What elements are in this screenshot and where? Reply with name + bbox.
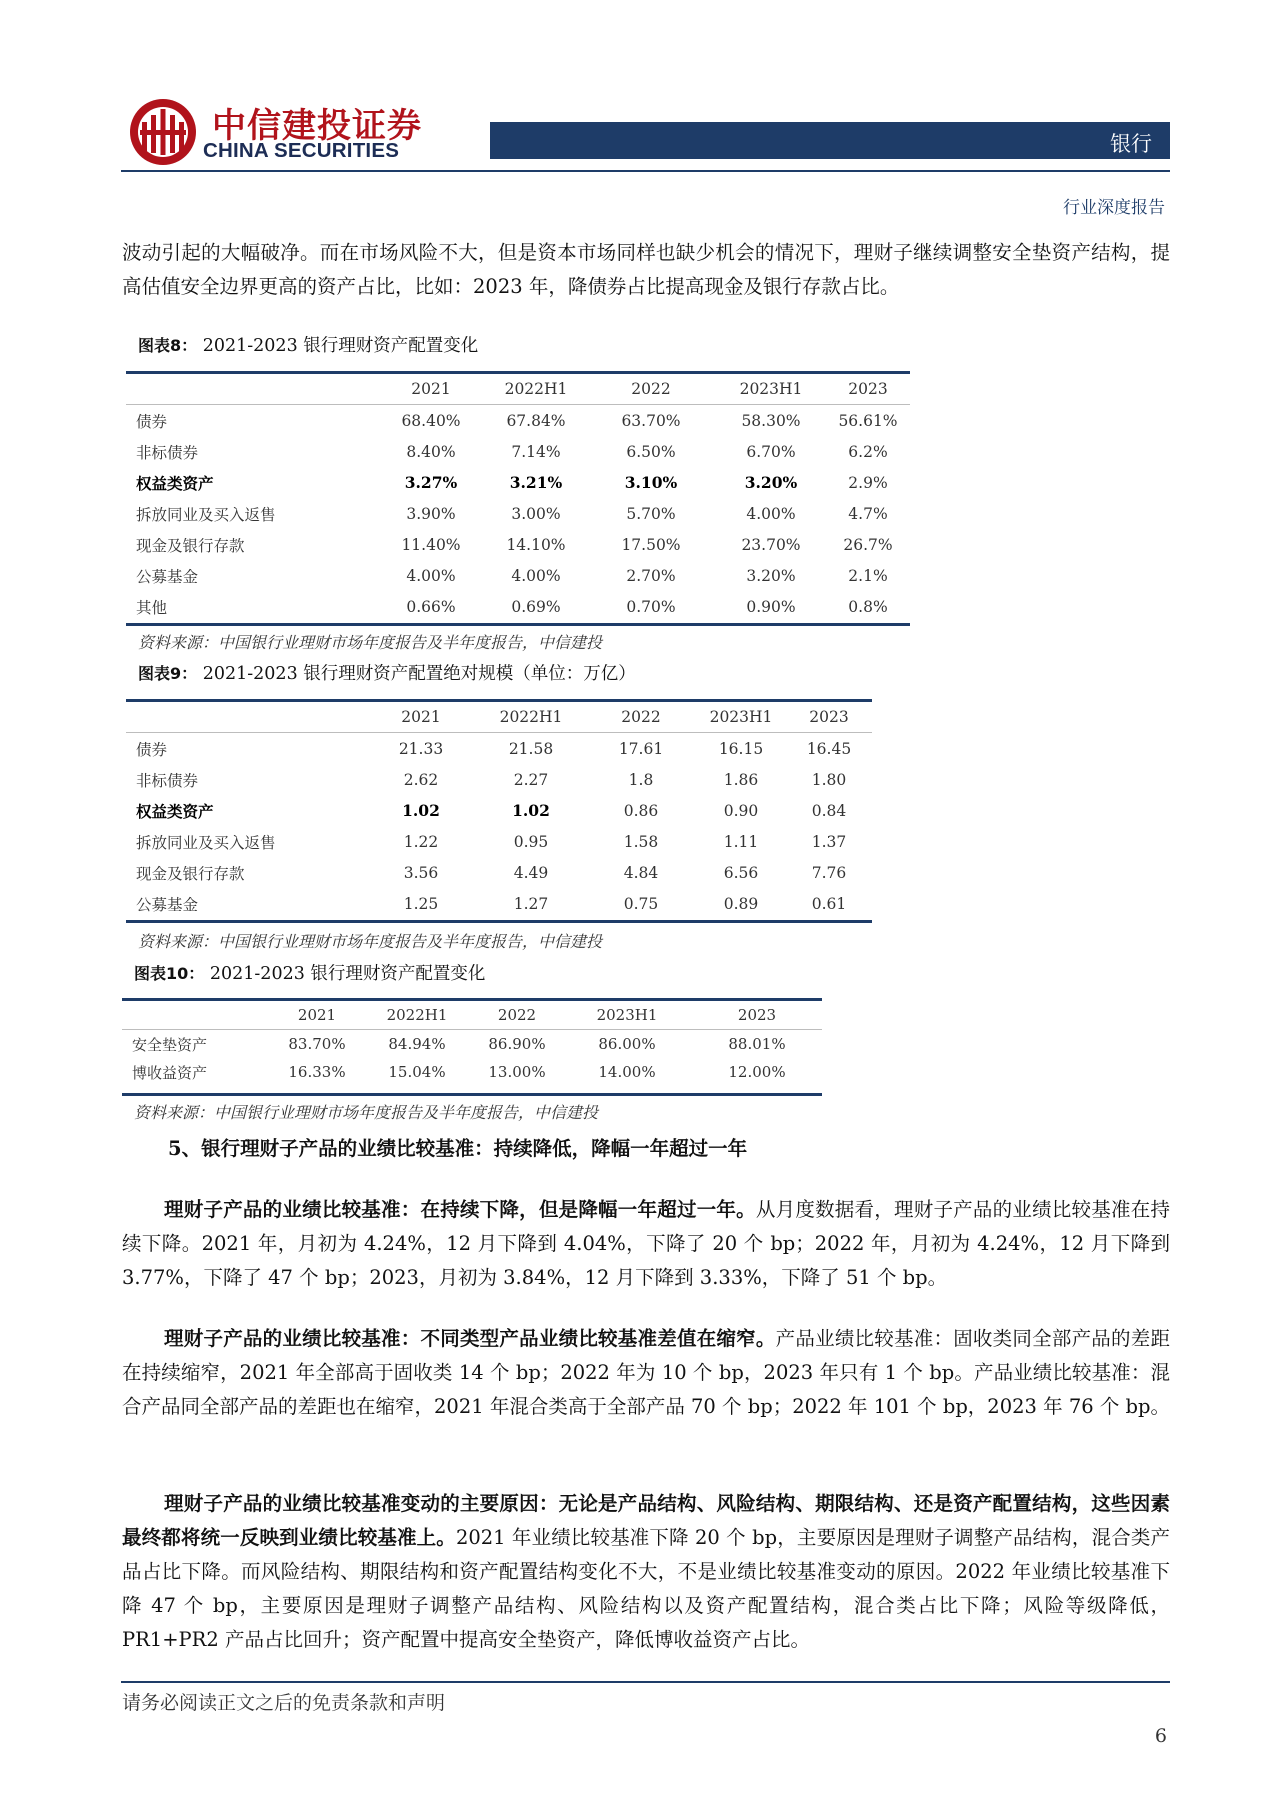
disclaimer-text: 请务必阅读正文之后的免责条款和声明	[122, 1692, 446, 1714]
row-label: 非标债券	[136, 771, 199, 790]
table9-header	[126, 702, 366, 733]
row-label: 公募基金	[136, 895, 199, 914]
table-cell: 3.20%	[746, 566, 796, 585]
table-cell: 0.86	[623, 801, 659, 820]
table-row	[126, 467, 910, 498]
table-cell: 17.50%	[621, 535, 681, 554]
table-cell: 14.10%	[506, 535, 566, 554]
intro-paragraph: 波动引起的大幅破净。而在市场风险不大，但是资本市场同样也缺少机会的情况下，理财子继续调整安全垫资产结构，提高估值安全边界更高的资产占比，比如：2023 年，降债券占比提高现金及银行存款占比。	[122, 241, 1170, 298]
table-cell: 0.95	[513, 832, 549, 851]
row-label: 现金及银行存款	[136, 864, 245, 883]
table-row	[126, 826, 872, 857]
row-label: 现金及银行存款	[136, 536, 245, 555]
table-cell: 1.02	[512, 801, 550, 820]
table-cell: 1.80	[811, 770, 847, 789]
table-row	[126, 795, 872, 826]
row-label: 公募基金	[136, 567, 199, 586]
table-cell: 8.40%	[406, 442, 456, 461]
table10-label: 图表10：	[134, 964, 205, 983]
table10	[122, 1001, 822, 1086]
table-cell: 1.37	[811, 832, 847, 851]
row-label: 权益类资产	[136, 473, 214, 493]
table-cell: 4.7%	[848, 504, 888, 523]
table-cell: 68.40%	[401, 411, 461, 430]
brand-name-chinese: 中信建投证券	[212, 106, 422, 146]
table-cell: 3.90%	[406, 504, 456, 523]
row-label: 其他	[136, 598, 168, 617]
table-cell: 4.84	[623, 863, 659, 882]
table10-caption	[134, 960, 485, 985]
table-cell: 14.00%	[598, 1063, 656, 1081]
table9-title: 2021-2023 银行理财资产配置绝对规模（单位：万亿）	[202, 664, 636, 684]
table-cell: 6.56	[723, 863, 759, 882]
table-row	[126, 764, 872, 795]
table-cell: 0.89	[723, 894, 759, 913]
table-cell: 3.21%	[509, 473, 563, 492]
table8-header-row	[126, 374, 910, 405]
table-cell: 1.8	[628, 770, 654, 789]
table-cell: 86.00%	[598, 1035, 656, 1053]
table-cell: 3.00%	[511, 504, 561, 523]
table-cell: 26.7%	[843, 535, 893, 554]
paragraph-3-lead: 理财子产品的业绩比较基准变动的主要原因：无论是产品结构、风险结构、期限结构、还是资产配置结构，这些因素最终都将统一反映到业绩比较基准上。	[122, 1492, 1170, 1549]
table-cell: 4.00%	[511, 566, 561, 585]
header-divider	[121, 170, 1170, 172]
table8-header	[126, 374, 376, 405]
table10-header-row	[122, 1001, 822, 1030]
table-cell: 84.94%	[388, 1035, 446, 1053]
row-label: 拆放同业及买入返售	[136, 833, 276, 852]
table9-header: 2021	[366, 702, 476, 733]
row-label: 非标债券	[136, 443, 199, 462]
table-cell: 16.45	[806, 739, 852, 758]
paragraph-3	[122, 1487, 1170, 1657]
table-cell: 7.76	[811, 863, 847, 882]
table9-header: 2023	[786, 702, 872, 733]
table8-header: 2023	[826, 374, 910, 405]
brand-name-english: CHINA SECURITIES	[203, 139, 400, 162]
table9-header: 2022H1	[476, 702, 586, 733]
table10-bottom-rule	[122, 1093, 822, 1096]
table-cell: 1.22	[403, 832, 439, 851]
row-label: 安全垫资产	[132, 1035, 208, 1054]
footer-divider	[121, 1681, 1170, 1683]
table-cell: 2.62	[403, 770, 439, 789]
table10-source: 资料来源：中国银行业理财市场年度报告及半年度报告，中信建投	[134, 1103, 599, 1122]
table-cell: 58.30%	[741, 411, 801, 430]
table8-bottom-rule	[126, 623, 910, 626]
table-cell: 0.8%	[848, 597, 888, 616]
table-cell: 7.14%	[511, 442, 561, 461]
table-cell: 6.2%	[848, 442, 888, 461]
table-row	[122, 1058, 822, 1086]
table9-caption	[138, 660, 636, 685]
table-row	[126, 733, 872, 765]
table8-source: 资料来源：中国银行业理财市场年度报告及半年度报告，中信建投	[138, 633, 603, 652]
table10-header	[122, 1001, 272, 1030]
table-cell: 2.1%	[848, 566, 888, 585]
table-cell: 21.33	[398, 739, 444, 758]
table-row	[126, 591, 910, 622]
table-cell: 3.10%	[624, 473, 678, 492]
paragraph-1-body: 从月度数据看，理财子产品的业绩比较基准在持续下降。2021 年，月初为 4.24%，12 月下降到 4.04%，下降了 20 个 bp；2022 年，月初为 4.24%，12 月下降到 3.77%，下降了 47 个 bp；2023，月初为 3.84%，12 月下降到 3.33%，下降了 51 个 bp。	[122, 1198, 1170, 1289]
table-row	[126, 888, 872, 919]
section-banner	[490, 122, 1170, 159]
table-cell: 17.61	[618, 739, 664, 758]
table-cell: 12.00%	[728, 1063, 786, 1081]
table-cell: 86.90%	[488, 1035, 546, 1053]
row-label: 债券	[136, 740, 168, 759]
table10-header: 2021	[272, 1001, 362, 1030]
section-heading: 5、银行理财子产品的业绩比较基准：持续降低，降幅一年超过一年	[168, 1137, 748, 1160]
table-cell: 63.70%	[621, 411, 681, 430]
row-label: 博收益资产	[132, 1063, 208, 1082]
table-cell: 0.84	[811, 801, 847, 820]
table9-bottom-rule	[126, 920, 872, 923]
table10-header: 2023H1	[562, 1001, 692, 1030]
table-cell: 0.69%	[511, 597, 561, 616]
table-cell: 5.70%	[626, 504, 676, 523]
table-cell: 83.70%	[288, 1035, 346, 1053]
table-cell: 3.20%	[744, 473, 798, 492]
table8-header: 2021	[376, 374, 486, 405]
table8	[126, 374, 910, 622]
table-cell: 0.75	[623, 894, 659, 913]
table10-header: 2022H1	[362, 1001, 472, 1030]
table8-caption	[138, 332, 478, 357]
section-label: 银行	[1110, 132, 1152, 156]
table-cell: 4.49	[513, 863, 549, 882]
table8-header: 2022H1	[486, 374, 586, 405]
table-cell: 1.86	[723, 770, 759, 789]
table9-header: 2022	[586, 702, 696, 733]
table8-header: 2023H1	[716, 374, 826, 405]
paragraph-1-lead: 理财子产品的业绩比较基准：在持续下降，但是降幅一年超过一年。	[164, 1198, 756, 1221]
table-cell: 11.40%	[401, 535, 461, 554]
table-cell: 1.02	[402, 801, 440, 820]
table-cell: 2.70%	[626, 566, 676, 585]
table-cell: 3.56	[403, 863, 439, 882]
table-cell: 4.00%	[406, 566, 456, 585]
table-cell: 1.27	[513, 894, 549, 913]
table9-source: 资料来源：中国银行业理财市场年度报告及半年度报告，中信建投	[138, 932, 603, 951]
table-cell: 23.70%	[741, 535, 801, 554]
table-row	[126, 436, 910, 467]
table-cell: 21.58	[508, 739, 554, 758]
table-cell: 1.58	[623, 832, 659, 851]
table10-header: 2022	[472, 1001, 562, 1030]
table-cell: 0.70%	[626, 597, 676, 616]
table-cell: 0.90%	[746, 597, 796, 616]
table8-label: 图表8：	[138, 336, 198, 355]
table-row	[126, 498, 910, 529]
row-label: 债券	[136, 412, 168, 431]
table8-header: 2022	[586, 374, 716, 405]
paragraph-2-body: 产品业绩比较基准：固收类同全部产品的差距在持续缩窄，2021 年全部高于固收类 14 个 bp；2022 年为 10 个 bp，2023 年只有 1 个 bp。产品业绩比较基准：混合产品同全部产品的差距也在缩窄，2021 年混合类高于全部产品 70 个 bp；2022 年 101 个 bp，2023 年 76 个 bp。	[122, 1327, 1171, 1418]
table10-header: 2023	[692, 1001, 822, 1030]
table-cell: 16.33%	[288, 1063, 346, 1081]
table-cell: 15.04%	[388, 1063, 446, 1081]
table-cell: 56.61%	[838, 411, 898, 430]
table-cell: 2.27	[513, 770, 549, 789]
row-label: 拆放同业及买入返售	[136, 505, 276, 524]
table-cell: 16.15	[718, 739, 764, 758]
table-row	[122, 1030, 822, 1059]
paragraph-3-body: 2021 年业绩比较基准下降 20 个 bp，主要原因是理财子调整产品结构，混合类产品占比下降。而风险结构、期限结构和资产配置结构变化不大，不是业绩比较基准变动的原因。2022 年业绩比较基准下降 47 个 bp，主要原因是理财子调整产品结构、风险结构以及资产配置结构，混合类占比下降；风险等级降低，PR1+PR2 产品占比回升；资产配置中提高安全垫资产，降低博收益资产占比。	[122, 1526, 1170, 1651]
table8-title: 2021-2023 银行理财资产配置变化	[202, 336, 479, 356]
table10-title: 2021-2023 银行理财资产配置变化	[209, 964, 486, 984]
paragraph-2-lead: 理财子产品的业绩比较基准：不同类型产品业绩比较基准差值在缩窄。	[164, 1327, 776, 1350]
table-cell: 6.50%	[626, 442, 676, 461]
table-cell: 4.00%	[746, 504, 796, 523]
table-cell: 0.90	[723, 801, 759, 820]
table-row	[126, 857, 872, 888]
table-cell: 1.11	[723, 832, 759, 851]
table-cell: 0.66%	[406, 597, 456, 616]
table-row	[126, 405, 910, 437]
paragraph-1	[122, 1193, 1170, 1295]
table-cell: 2.9%	[848, 473, 888, 492]
table-cell: 1.25	[403, 894, 439, 913]
table-cell: 88.01%	[728, 1035, 786, 1053]
table-cell: 3.27%	[404, 473, 458, 492]
table-cell: 67.84%	[506, 411, 566, 430]
table-cell: 0.61	[811, 894, 847, 913]
table9	[126, 702, 872, 919]
page-number: 6	[1154, 1725, 1167, 1747]
table-cell: 13.00%	[488, 1063, 546, 1081]
table9-header: 2023H1	[696, 702, 786, 733]
table-row	[126, 560, 910, 591]
table9-label: 图表9：	[138, 664, 198, 683]
row-label: 权益类资产	[136, 801, 214, 821]
paragraph-2	[122, 1322, 1170, 1424]
table-row	[126, 529, 910, 560]
report-type-label: 行业深度报告	[1063, 198, 1165, 218]
table9-header-row	[126, 702, 872, 733]
china-securities-logo-icon	[128, 97, 198, 167]
table-cell: 6.70%	[746, 442, 796, 461]
